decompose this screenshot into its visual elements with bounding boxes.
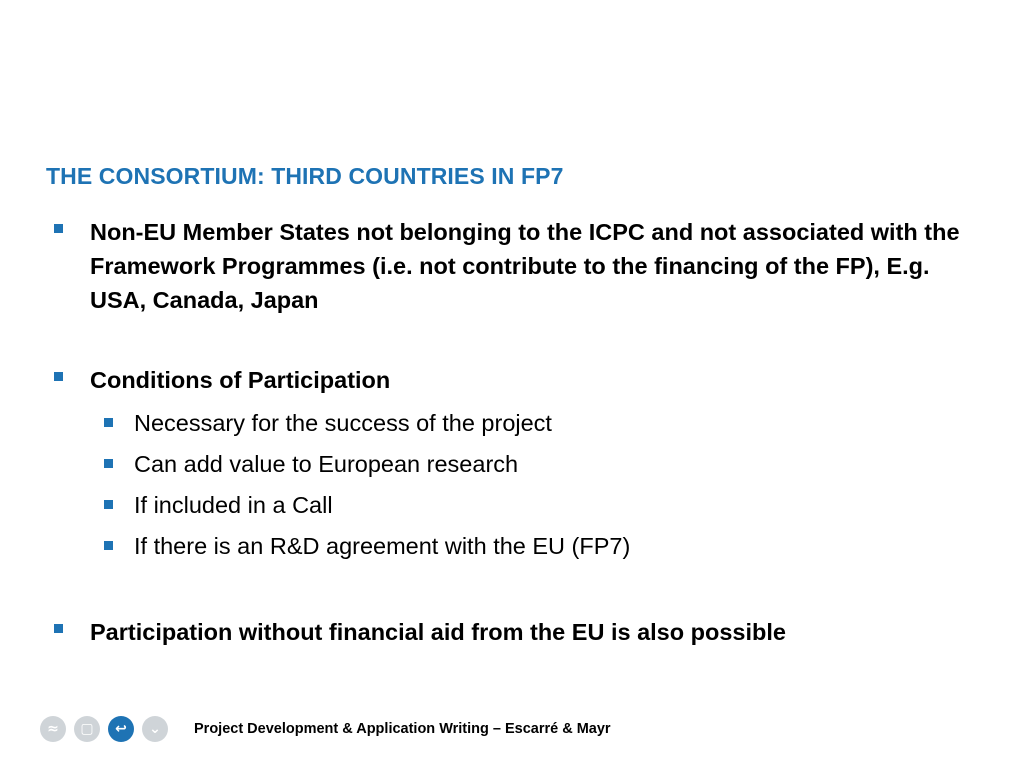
sub-bullet-square-icon xyxy=(104,418,113,427)
bullet-text: Non-EU Member States not belonging to the ICPC and not associated with the Framework Programmes (i.e. not contribute to the financing of the FP), E.g. USA, Canada, Japan xyxy=(90,219,960,313)
footer-text: Project Development & Application Writing – Escarré & Mayr xyxy=(194,721,611,737)
bullet-square-icon xyxy=(54,624,63,633)
sub-bullet-text: Necessary for the success of the project xyxy=(134,410,552,436)
return-arrow-icon[interactable]: ↩ xyxy=(108,716,134,742)
bullet-text: Participation without financial aid from the EU is also possible xyxy=(90,619,786,645)
bullet-item xyxy=(52,615,972,649)
bullet-list xyxy=(52,215,972,649)
sub-bullet-item xyxy=(52,526,972,567)
sub-bullet-item xyxy=(52,403,972,444)
sub-bullet-item xyxy=(52,485,972,526)
sub-bullet-square-icon xyxy=(104,500,113,509)
footer-nav xyxy=(40,714,176,744)
bullet-square-icon xyxy=(54,372,63,381)
sub-bullet-square-icon xyxy=(104,541,113,550)
bullet-text: Conditions of Participation xyxy=(90,367,391,393)
chevron-down-icon[interactable]: ⌄ xyxy=(142,716,168,742)
bullet-square-icon xyxy=(54,224,63,233)
sub-bullet-item xyxy=(52,444,972,485)
wave-icon[interactable]: ≈ xyxy=(40,716,66,742)
sub-bullet-square-icon xyxy=(104,459,113,468)
square-icon[interactable]: ▢ xyxy=(74,716,100,742)
sub-bullet-text: If there is an R&D agreement with the EU (FP7) xyxy=(134,533,631,559)
bullet-item xyxy=(52,215,972,317)
sub-bullet-text: If included in a Call xyxy=(134,492,333,518)
slide-title: THE CONSORTIUM: THIRD COUNTRIES IN FP7 xyxy=(46,163,564,189)
sub-bullet-text: Can add value to European research xyxy=(134,451,519,477)
bullet-item xyxy=(52,363,972,397)
